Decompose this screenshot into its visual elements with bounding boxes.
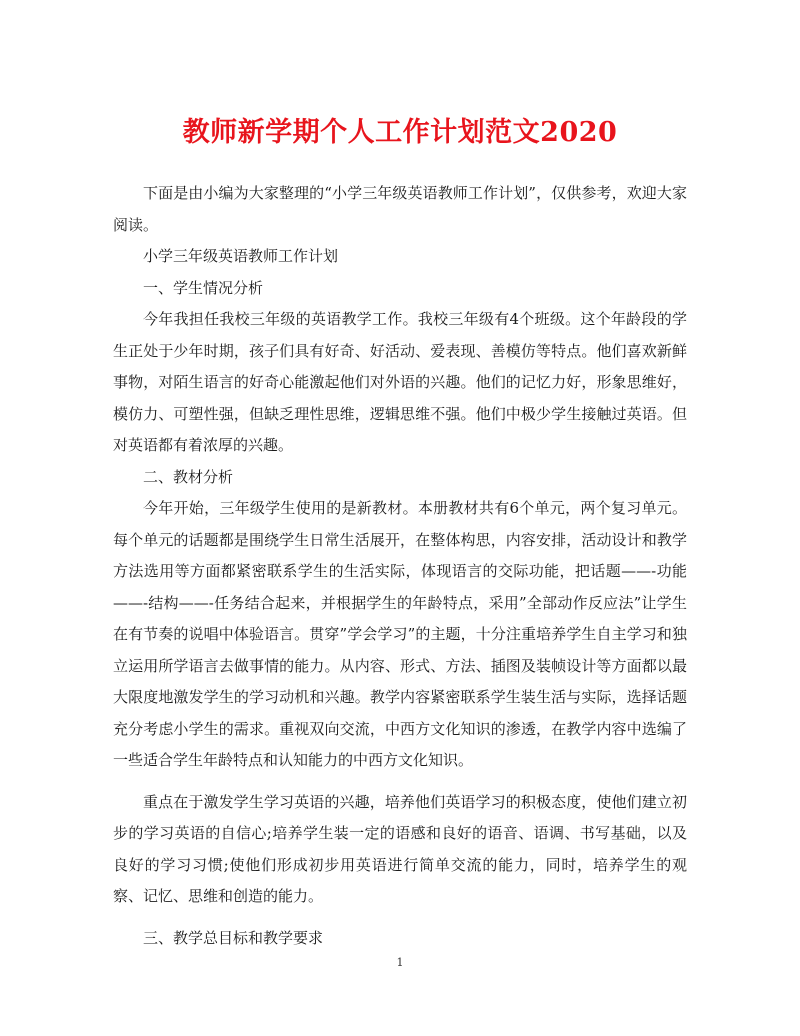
document-title: 教师新学期个人工作计划范文2020 xyxy=(182,117,618,148)
page-number: 1 xyxy=(396,956,404,969)
document-body xyxy=(113,178,687,954)
plan-subtitle: 小学三年级英语教师工作计划 xyxy=(143,247,339,265)
body-paragraph-2: 今年开始，三年级学生使用的是新教材。本册教材共有6个单元，两个复习单元。每个单元的话题都是围绕学生日常生活展开，在整体构思，内容安排，活动设计和教学方法选用等方面都紧密联系学生的生活实际，体现语言的交际功能，把话题——-功能——-结构——-任务结合起来，并根据学生的年龄特点，采用”全部动作反应法”让学生在有节奏的说唱中体验语言。贯穿”学会学习”的主题，十分注重培养学生自主学习和独立运用所学语言去做事情的能力。从内容、形式、方法、插图及装帧设计等方面都以最大限度地激发学生的学习动机和兴趣。教学内容紧密联系学生装生活与实际，选择话题充分考虑小学生的需求。重视双向交流，中西方文化知识的渗透，在教学内容中选编了一些适合学生年龄特点和认知能力的中西方文化知识。 xyxy=(113,499,687,769)
section-heading-1: 一、学生情况分析 xyxy=(143,278,264,297)
section-heading-2: 二、教材分析 xyxy=(143,467,234,486)
section-heading-3: 三、教学总目标和教学要求 xyxy=(143,928,324,947)
body-paragraph-3: 重点在于激发学生学习英语的兴趣，培养他们英语学习的积极态度，使他们建立初步的学习英语的自信心;培养学生装一定的语感和良好的语音、语调、书写基础，以及良好的学习习惯;使他们形成初步用英语进行简单交流的能力，同时，培养学生的观察、记忆、思维和创造的能力。 xyxy=(113,792,687,905)
body-paragraph-1: 今年我担任我校三年级的英语教学工作。我校三年级有4个班级。这个年龄段的学生正处于少年时期，孩子们具有好奇、好活动、爱表现、善模仿等特点。他们喜欢新鲜事物，对陌生语言的好奇心能激起他们对外语的兴趣。他们的记忆力好，形象思维好，模仿力、可塑性强，但缺乏理性思维，逻辑思维不强。他们中极少学生接触过英语。但对英语都有着浓厚的兴趣。 xyxy=(113,310,687,454)
intro-paragraph: 下面是由小编为大家整理的“小学三年级英语教师工作计划”，仅供参考，欢迎大家阅读。 xyxy=(113,184,687,234)
